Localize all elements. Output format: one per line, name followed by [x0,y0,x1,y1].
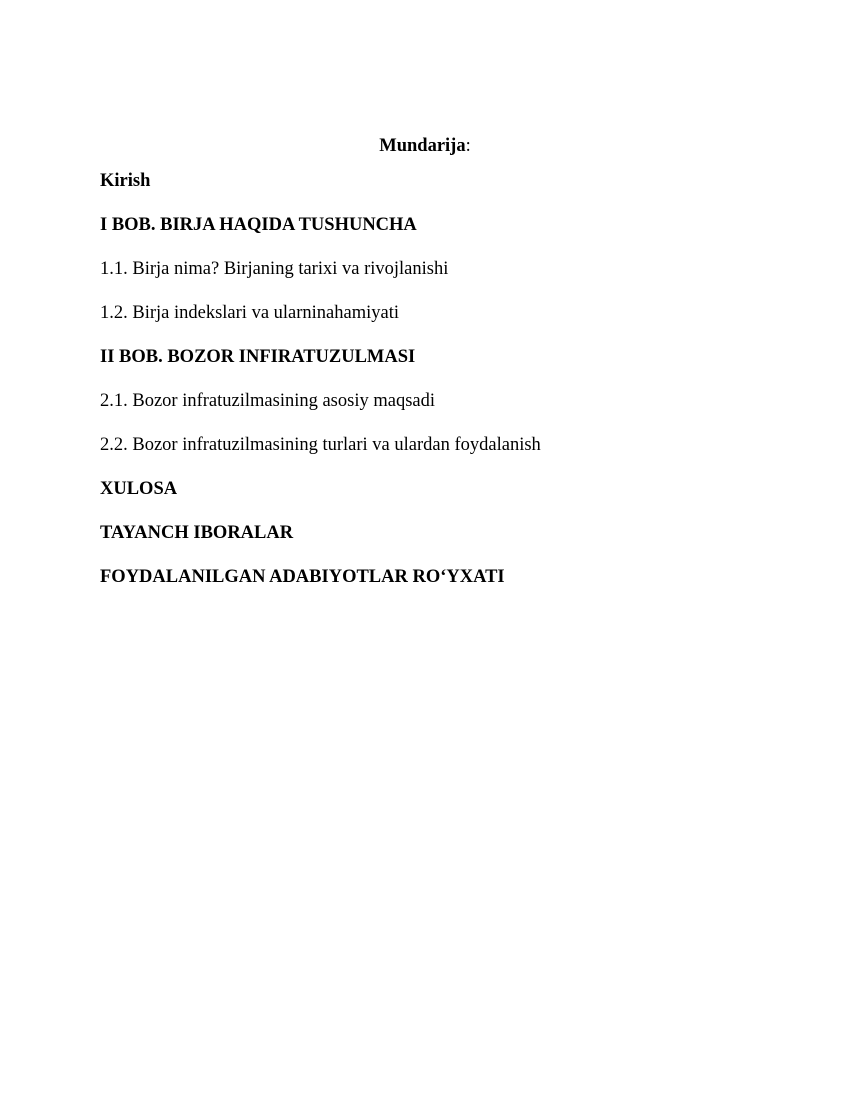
toc-entry-section-2-2: 2.2. Bozor infratuzilmasining turlari va ulardan foydalanish [100,435,541,455]
toc-entry-key-terms: TAYANCH IBORALAR [100,523,294,543]
toc-heading-text: Mundarija [379,136,466,156]
toc-entry-conclusion: XULOSA [100,479,178,499]
toc-entry-chapter-2: II BOB. BOZOR INFIRATUZULMASI [100,347,416,367]
toc-heading-colon: : [465,136,471,156]
toc-entry-chapter-1: I BOB. BIRJA HAQIDA TUSHUNCHA [100,215,417,235]
toc-entry-section-1-2: 1.2. Birja indekslari va ularninahamiyati [100,303,399,323]
toc-heading [0,134,850,158]
toc-entry-section-1-1: 1.1. Birja nima? Birjaning tarixi va rivojlanishi [100,259,449,279]
toc-entry-references: FOYDALANILGAN ADABIYOTLAR RO‘YXATI [100,567,505,587]
toc-entry-kirish: Kirish [100,171,151,191]
toc-entry-section-2-1: 2.1. Bozor infratuzilmasining asosiy maqsadi [100,391,435,411]
